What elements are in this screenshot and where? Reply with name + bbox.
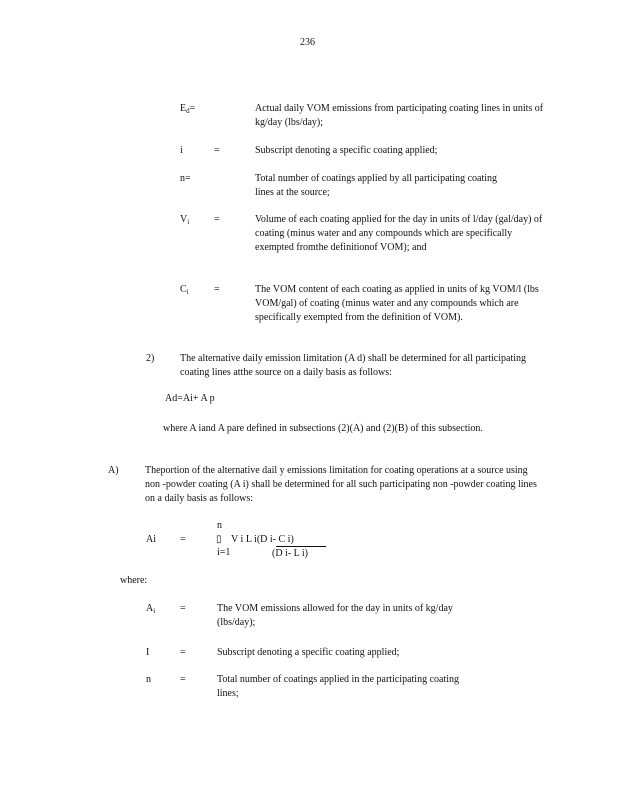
definition-equals: = — [214, 145, 220, 156]
definition-symbol: $E_d=$ — [180, 103, 196, 115]
definition-equals: = — [180, 674, 186, 685]
definition-text: Actual daily VOM emissions from participating coating lines in units of kg/day (lbs/day); — [255, 103, 544, 128]
definition-symbol: $V_i$ — [180, 214, 190, 226]
formula-ad: Ad=Ai+ A p — [165, 393, 215, 404]
definition-symbol: $C_i$ — [180, 284, 189, 296]
where-clause: where A iand A pare defined in subsections (2)(A) and (2)(B) of this subsection. — [163, 423, 483, 434]
formula-numerator: V i L i(D i- C i) — [231, 534, 294, 545]
definition-equals: = — [214, 214, 220, 225]
definition-equals: = — [180, 647, 186, 658]
definition-equals: = — [180, 603, 186, 614]
sum-upper-limit: n — [217, 520, 222, 531]
sum-symbol: ▯ — [216, 534, 222, 545]
definition-text: Subscript denoting a specific coating applied; — [255, 145, 438, 156]
definition-text: Volume of each coating applied for the day in units of l/day (gal/day) of coating (minus water and any compounds which are specifically exempted fromthe definitionof VOM); and — [255, 214, 543, 253]
subsection-number: A) — [108, 465, 119, 476]
where-label: where: — [120, 575, 148, 586]
definition-symbol: n= — [180, 173, 191, 184]
definition-text: The VOM emissions allowed for the day in units of kg/day (lbs/day); — [217, 603, 453, 628]
definition-text: The VOM content of each coating as applied in units of kg VOM/l (lbs VOM/gal) of coating (minus water and any compounds which are specifically exempted from the definition of VOM). — [255, 284, 539, 323]
definition-text: Subscript denoting a specific coating applied; — [217, 647, 400, 658]
definition-symbol: I — [146, 647, 150, 658]
subsection-number: 2) — [146, 353, 155, 364]
sum-lower-limit: i=1 — [217, 547, 231, 558]
definition-symbol: $A_i$ — [146, 603, 156, 615]
page-number: 236 — [300, 37, 315, 48]
definition-equals: = — [214, 284, 220, 295]
subsection-text: The alternative daily emission limitation (A d) shall be determined for all participating coating lines atthe source on a daily basis as follows: — [180, 353, 527, 378]
subsection-text: Theportion of the alternative dail y emissions limitation for coating operations at a source using non -powder coating (A i) shall be determined for all such participating non -powder coating lines on a daily basis as follows: — [145, 465, 537, 504]
formula-lhs: Ai — [146, 534, 156, 545]
formula-denominator: (D i- L i) — [272, 548, 309, 559]
definition-text: Total number of coatings applied by all participating coating lines at the source; — [255, 173, 498, 198]
definition-symbol: i — [180, 145, 183, 156]
formula-equals: = — [180, 534, 186, 545]
definition-symbol: n — [146, 674, 151, 685]
definition-text: Total number of coatings applied in the participating coating lines; — [217, 674, 460, 699]
